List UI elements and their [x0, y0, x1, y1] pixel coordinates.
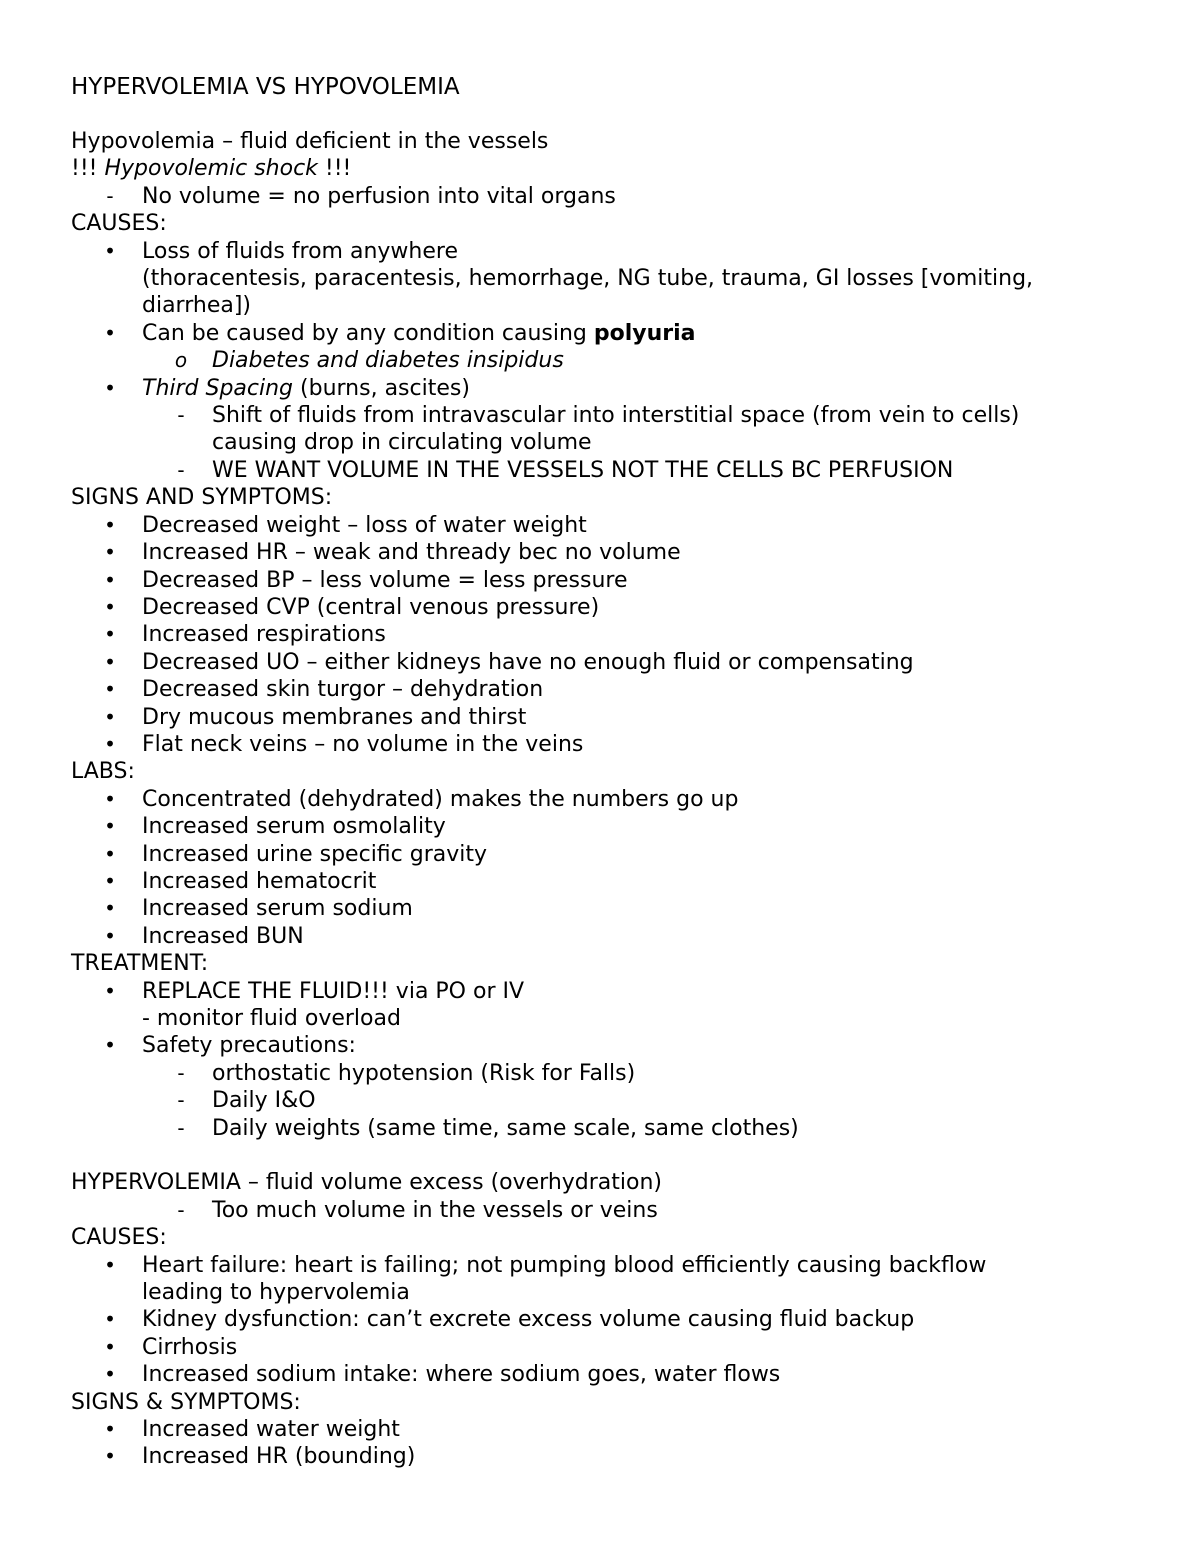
list-item	[71, 1334, 1151, 1361]
hypo-cause2-text: Can be caused by any condition causing	[142, 320, 594, 346]
bullet-marker: •	[104, 594, 116, 619]
list-item	[71, 923, 1151, 950]
treat2-sub-text: orthostatic hypotension (Risk for Falls)	[212, 1060, 636, 1086]
bullet-marker: •	[104, 868, 116, 893]
hypo-signs-heading: SIGNS AND SYMPTOMS:	[71, 485, 333, 511]
list-item	[71, 731, 1151, 758]
treat2-subitem	[71, 1087, 1151, 1114]
hypo-cause3-sub2: WE WANT VOLUME IN THE VESSELS NOT THE CELLS BC PERFUSION	[212, 457, 954, 483]
lab-text: Increased serum osmolality	[142, 814, 446, 840]
hypo-cause3-sub1-line1: Shift of fluids from intravascular into interstitial space (from vein to cells)	[212, 403, 1020, 429]
lab-text: Increased serum sodium	[142, 896, 413, 922]
list-item	[71, 1443, 1151, 1470]
bullet-marker: •	[104, 512, 116, 537]
bullet-marker: •	[104, 375, 116, 400]
bullet-marker: •	[104, 1334, 116, 1359]
list-item	[71, 704, 1151, 731]
bullet-marker: •	[104, 320, 116, 345]
bullet-marker: •	[104, 786, 116, 811]
sign-text: Increased water weight	[142, 1417, 400, 1443]
hypo-cause-item	[71, 375, 1151, 402]
shock-note-item	[71, 183, 1151, 210]
list-item	[71, 1252, 1151, 1279]
treat2-sub-text: Daily weights (same time, same scale, same clothes)	[212, 1115, 799, 1141]
sign-text: Decreased BP – less volume = less pressure	[142, 567, 628, 593]
list-item	[71, 978, 1151, 1005]
bullet-marker: •	[104, 238, 116, 263]
hyper-cause1-text: Heart failure: heart is failing; not pumping blood efficiently causing backflow	[142, 1252, 987, 1278]
hyper-cause3-text: Cirrhosis	[142, 1334, 238, 1360]
list-item	[71, 621, 1151, 648]
hypovolemia-heading: Hypovolemia – fluid deficient in the vessels	[71, 129, 549, 154]
hypo-cause3-sub1-line2: causing drop in circulating volume	[212, 430, 592, 456]
sign-text: Decreased CVP (central venous pressure)	[142, 594, 600, 620]
shock-prefix: !!!	[71, 156, 105, 182]
list-item	[71, 512, 1151, 539]
lab-text: Increased hematocrit	[142, 868, 377, 894]
hypo-cause2-bold: polyuria	[593, 320, 696, 346]
sign-text: Increased HR (bounding)	[142, 1444, 416, 1470]
bullet-marker: •	[104, 1417, 116, 1442]
hypovolemic-shock-line	[71, 155, 1151, 182]
sign-text: Increased HR – weak and thready bec no volume	[142, 540, 681, 566]
hypo-labs-heading: LABS:	[71, 759, 135, 785]
page-title: HYPERVOLEMIA VS HYPOVOLEMIA	[71, 74, 460, 100]
hyper-signs-heading: SIGNS & SYMPTOMS:	[71, 1389, 301, 1415]
hypo-cause2-subitem	[71, 347, 1151, 374]
list-item	[71, 567, 1151, 594]
list-item	[71, 539, 1151, 566]
hyper-cause4-text: Increased sodium intake: where sodium goes, water flows	[142, 1362, 781, 1388]
shock-suffix: !!!	[317, 156, 352, 182]
dash-marker: -	[177, 1197, 185, 1222]
treat1-text: REPLACE THE FLUID!!! via PO or IV	[142, 978, 525, 1004]
document-page	[71, 72, 1151, 1471]
lab-text: Concentrated (dehydrated) makes the numbers go up	[142, 786, 739, 812]
bullet-marker: •	[104, 896, 116, 921]
dash-marker: -	[177, 1088, 185, 1113]
treat2-text: Safety precautions:	[142, 1033, 356, 1059]
hypo-treatment-heading: TREATMENT:	[71, 951, 209, 977]
hypo-cause-item	[71, 320, 1151, 347]
list-item	[71, 841, 1151, 868]
list-item	[71, 1416, 1151, 1443]
treat1-note: - monitor fluid overload	[142, 1006, 401, 1031]
bullet-marker: •	[104, 649, 116, 674]
hyper-note-item	[71, 1197, 1151, 1224]
hypo-cause2-sub-text: Diabetes and diabetes insipidus	[212, 348, 564, 374]
hypo-cause-item	[71, 238, 1151, 265]
list-item	[71, 594, 1151, 621]
hyper-note-text: Too much volume in the vessels or veins	[212, 1197, 658, 1223]
list-item	[71, 868, 1151, 895]
list-item	[71, 786, 1151, 813]
list-item	[71, 1032, 1151, 1059]
lab-text: Increased BUN	[142, 923, 304, 949]
bullet-marker: •	[104, 923, 116, 948]
treat2-sub-text: Daily I&O	[212, 1088, 316, 1114]
bullet-marker: •	[104, 622, 116, 647]
hypo-cause3-italic: Third Spacing	[142, 375, 294, 401]
list-item	[71, 813, 1151, 840]
spacer	[71, 1142, 1151, 1169]
sign-text: Flat neck veins – no volume in the veins	[142, 731, 584, 757]
bullet-marker: •	[104, 1252, 116, 1277]
hypo-cause3-text: (burns, ascites)	[293, 375, 470, 401]
bullet-marker: •	[104, 814, 116, 839]
list-item	[71, 676, 1151, 703]
dash-marker: -	[177, 1060, 185, 1085]
bullet-marker: •	[104, 540, 116, 565]
bullet-marker: •	[104, 677, 116, 702]
bullet-marker: •	[104, 1307, 116, 1332]
lab-text: Increased urine specific gravity	[142, 841, 488, 867]
bullet-marker: •	[104, 731, 116, 756]
bullet-marker: •	[104, 1362, 116, 1387]
hypo-cause3-subitem	[71, 457, 1151, 484]
bullet-marker: •	[104, 567, 116, 592]
hyper-cause1-line2: leading to hypervolemia	[142, 1280, 410, 1306]
list-item	[71, 649, 1151, 676]
hypo-causes-heading: CAUSES:	[71, 211, 167, 237]
dash-marker: -	[177, 457, 185, 482]
hypo-cause1-detail-line1: (thoracentesis, paracentesis, hemorrhage, NG tube, trauma, GI losses [vomiting,	[142, 266, 1034, 292]
hypo-cause1-text: Loss of fluids from anywhere	[142, 238, 458, 264]
circle-marker: o	[174, 348, 188, 373]
dash-marker: -	[177, 1115, 185, 1140]
bullet-marker: •	[104, 1033, 116, 1058]
sign-text: Decreased UO – either kidneys have no enough fluid or compensating	[142, 649, 914, 675]
sign-text: Decreased skin turgor – dehydration	[142, 677, 544, 703]
bullet-marker: •	[104, 841, 116, 866]
shock-note-text: No volume = no perfusion into vital organs	[142, 183, 616, 209]
treat2-subitem	[71, 1060, 1151, 1087]
hypo-cause1-detail-line2: diarrhea])	[142, 293, 252, 319]
sign-text: Increased respirations	[142, 622, 386, 648]
hyper-cause2-text: Kidney dysfunction: can’t excrete excess volume causing fluid backup	[142, 1307, 915, 1333]
hypo-cause3-subitem	[71, 402, 1151, 429]
dash-marker: -	[106, 183, 114, 208]
shock-label: Hypovolemic shock	[104, 156, 318, 182]
treat2-subitem	[71, 1115, 1151, 1142]
bullet-marker: •	[104, 978, 116, 1003]
bullet-marker: •	[104, 1444, 116, 1469]
sign-text: Decreased weight – loss of water weight	[142, 512, 587, 538]
list-item	[71, 1361, 1151, 1388]
list-item	[71, 1306, 1151, 1333]
list-item	[71, 895, 1151, 922]
hypervolemia-heading: HYPERVOLEMIA – fluid volume excess (overhydration)	[71, 1170, 663, 1196]
hyper-causes-heading: CAUSES:	[71, 1225, 167, 1251]
bullet-marker: •	[104, 704, 116, 729]
sign-text: Dry mucous membranes and thirst	[142, 704, 527, 730]
dash-marker: -	[177, 403, 185, 428]
